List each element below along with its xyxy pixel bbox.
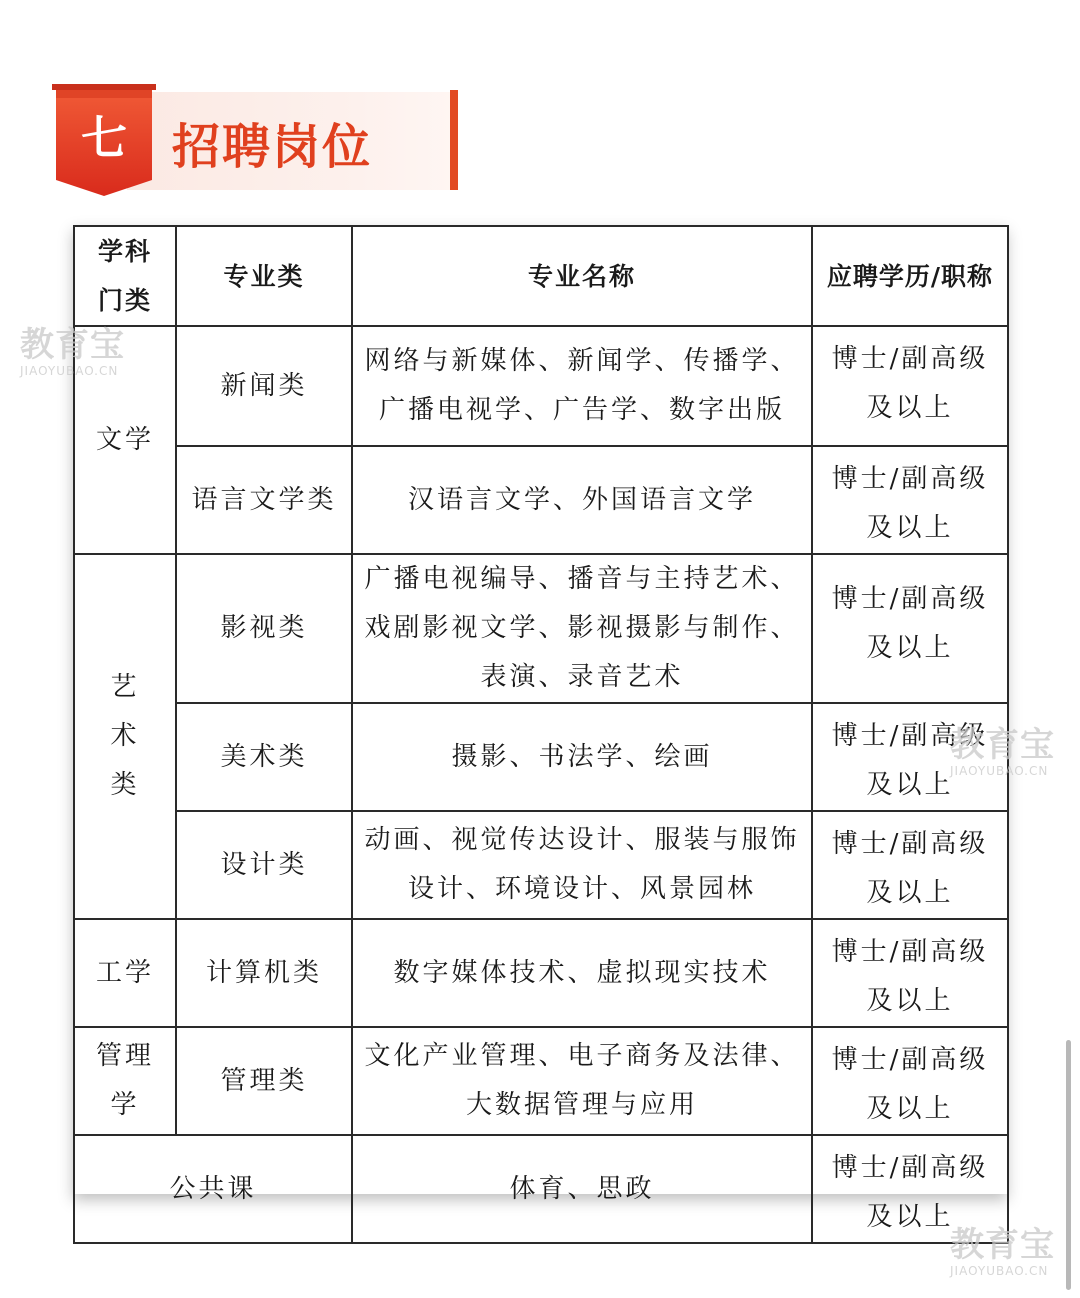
cell-category: 语言文学类 (176, 446, 352, 554)
header-cell-category: 专业类 (176, 226, 352, 326)
cell-category: 计算机类 (176, 919, 352, 1027)
header-cell-majors: 专业名称 (352, 226, 812, 326)
cell-degree: 博士/副高级及以上 (812, 1135, 1008, 1243)
table-row (74, 554, 1008, 703)
cell-discipline: 文学 (74, 326, 176, 554)
header-cell-discipline: 学科门类 (74, 226, 176, 326)
table-row (74, 1135, 1008, 1243)
cell-majors: 数字媒体技术、虚拟现实技术 (352, 919, 812, 1027)
table-row (74, 326, 1008, 446)
scrollbar[interactable] (1066, 1040, 1071, 1290)
table-row (74, 703, 1008, 811)
header-cell-degree: 应聘学历/职称 (812, 226, 1008, 326)
cell-category: 新闻类 (176, 326, 352, 446)
cell-category: 设计类 (176, 811, 352, 919)
cell-majors: 文化产业管理、电子商务及法律、大数据管理与应用 (352, 1027, 812, 1135)
cell-degree: 博士/副高级及以上 (812, 919, 1008, 1027)
cell-majors: 汉语言文学、外国语言文学 (352, 446, 812, 554)
cell-degree: 博士/副高级及以上 (812, 811, 1008, 919)
cell-majors: 网络与新媒体、新闻学、传播学、广播电视学、广告学、数字出版 (352, 326, 812, 446)
watermark-url: JIAOYUBAO.CN (950, 1264, 1049, 1278)
positions-table-container (73, 225, 1007, 1232)
table-header-row (74, 226, 1008, 326)
badge-number: 七 (81, 111, 127, 165)
watermark-text: 教育宝 (950, 1225, 1055, 1265)
section-title: 招聘岗位 (172, 119, 373, 175)
cell-category: 影视类 (176, 554, 352, 703)
cell-degree: 博士/副高级及以上 (812, 703, 1008, 811)
cell-majors: 体育、思政 (352, 1135, 812, 1243)
cell-degree: 博士/副高级及以上 (812, 554, 1008, 703)
cell-discipline: 艺术类 (74, 554, 176, 919)
table-row (74, 811, 1008, 919)
cell-majors: 动画、视觉传达设计、服装与服饰设计、环境设计、风景园林 (352, 811, 812, 919)
cell-degree: 博士/副高级及以上 (812, 326, 1008, 446)
cell-discipline: 管理学 (74, 1027, 176, 1135)
watermark-url: JIAOYUBAO.CN (20, 364, 119, 378)
table-row (74, 919, 1008, 1027)
watermark-text: 教育宝 (950, 725, 1055, 765)
cell-category: 美术类 (176, 703, 352, 811)
cell-majors: 广播电视编导、播音与主持艺术、戏剧影视文学、影视摄影与制作、表演、录音艺术 (352, 554, 812, 703)
cell-degree: 博士/副高级及以上 (812, 446, 1008, 554)
cell-majors: 摄影、书法学、绘画 (352, 703, 812, 811)
cell-discipline: 工学 (74, 919, 176, 1027)
header-bar-edge (450, 90, 458, 190)
cell-degree: 博士/副高级及以上 (812, 1027, 1008, 1135)
watermark-text: 教育宝 (20, 325, 125, 365)
table-row (74, 446, 1008, 554)
positions-table (73, 225, 1009, 1244)
section-header (52, 84, 410, 196)
table-row (74, 1027, 1008, 1135)
cell-discipline-category: 公共课 (74, 1135, 352, 1243)
watermark-url: JIAOYUBAO.CN (950, 764, 1049, 778)
cell-category: 管理类 (176, 1027, 352, 1135)
